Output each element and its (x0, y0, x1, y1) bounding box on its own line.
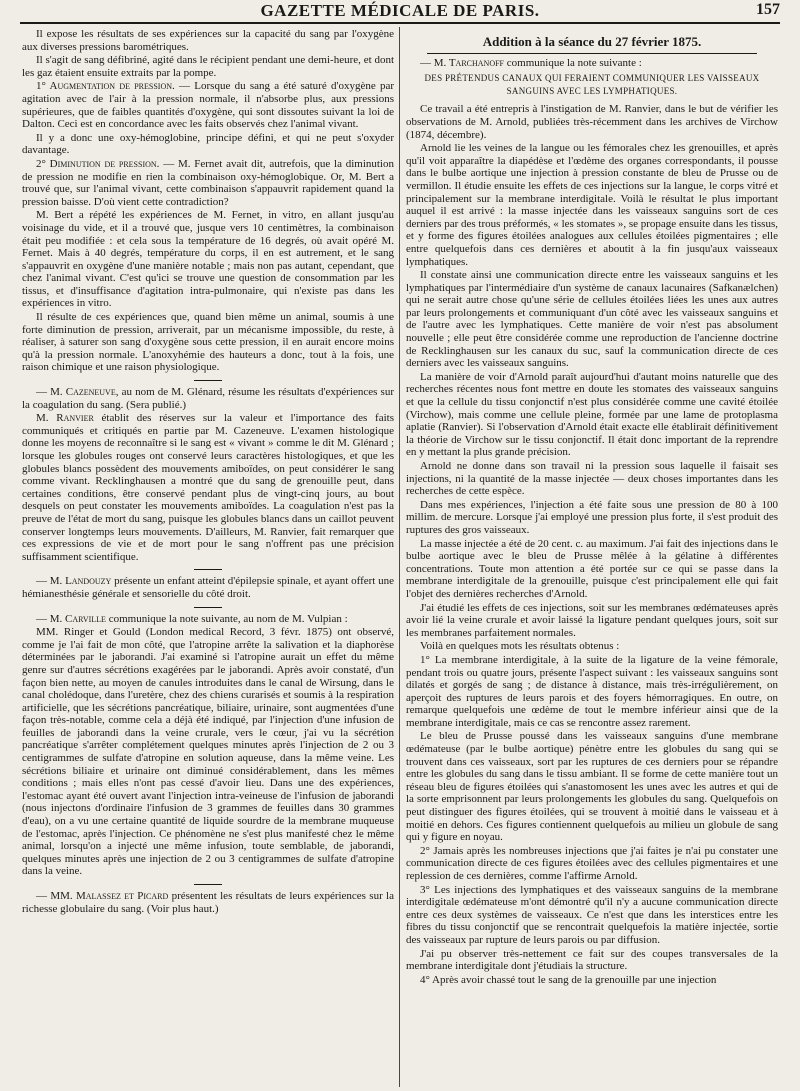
paragraph: Voilà en quelques mots les résultats obtenus : (420, 640, 620, 653)
paragraph-text: au nom de M. Glénard, résume les résultats d'expériences sur la coagulation du sang. (Sera publié.) (22, 386, 394, 411)
paragraph: 1° La membrane interdigitale, à la suite de la ligature de la veine fémorale, pendant trois ou quatre jours, présente l'aspect suivant : les vaisseaux sanguins sont dilatés et gorgés de sang ; de distance à distance, mais très-irrégulièrement, on aperçoit des ruptures de leurs parois et des foyers hémorragiques. En outre, on remarque quelquefois une œdème de tout le membre inférieur ainsi que de la membrane interdigitale, mais ce cas se rencontre assez rarement. (406, 653, 778, 729)
article-subtitle: DES PRÉTENDUS CANAUX QUI FERAIENT COMMUNIQUER LES VAISSEAUX SANGUINS AVEC LES LYMPHATIQUES. (424, 73, 760, 96)
paragraph-text: présente un enfant atteint d'épilepsie spinale, et ayant offert une hémianesthésie générale et sensorielle du côté droit. (22, 575, 394, 600)
paragraph: Il résulte de ces expériences que, quand bien même un animal, soumis à une forte diminution de pression, arriverait, par un mécanisme impossible, du reste, à réaliser, à saturer son sang d'oxygène sous cette pression, il en aurait encore moins qu'à la pression normale. L'anoxyhémie des hauteurs a donc, tout à la fois, une raison chimique et une raison physiologique. (22, 311, 394, 374)
speaker-name: — M. Landouzy (36, 575, 112, 588)
separator (194, 569, 222, 570)
speaker-name: M. Ranvier (36, 412, 94, 425)
column-divider (399, 27, 400, 1087)
paragraph-text: communique la note suivante : (504, 56, 642, 69)
section-heading: 2° Diminution de pression. (36, 157, 160, 170)
paragraph: Il s'agit de sang défibriné, agité dans le récipient pendant une demi-heure, et dont les gaz étaient ensuite extraits par la pompe. (22, 54, 394, 79)
paragraph: Le bleu de Prusse poussé dans les vaisseaux sanguins d'une membrane œdémateuse (par le bulbe aortique) pénètre entre les globules du sang qui se trouvent dans ces vaisseaux, sort par les ruptures de ces derniers pour se répandre entre les globules du sang dans le tissu ambiant. Il se forme de cette manière tout un réseau bleu de figures étoilées qui s'anastomosent les unes avec les autres et qui de la sorte emprisonnent par leurs prolongements les globules du sang. Quelquefois on peut distinguer des figures étoilées, qui se trouvent à moitié dans le vaisseau et à moitié en dehors. Ces figures contiennent quelquefois au milieu un globule de sang qui y figure en noyau. (406, 730, 778, 844)
paragraph (22, 890, 394, 915)
paragraph (22, 80, 394, 130)
speaker-name: — M. Carville (36, 612, 106, 625)
right-column (406, 28, 778, 1087)
paragraph (22, 386, 394, 411)
page-header (20, 0, 780, 24)
paragraph: Il expose les résultats de ses expériences sur la capacité du sang par l'oxygène aux diverses pressions barométriques. (22, 28, 394, 53)
separator (194, 380, 222, 381)
separator (194, 884, 222, 885)
paragraph: Dans mes expériences, l'injection a été faite sous une pression de 80 à 100 millim. de mercure. Lorsque j'ai employé une pression plus forte, il s'est produit des ruptures des gros vaisseaux. (406, 498, 778, 536)
paragraph: 2° Jamais après les nombreuses injections que j'ai faites je n'ai pu constater une communication directe de ces figures étoilées avec des cellules pigmentaires et une replession de ces dernières, comme l'affirme Arnold. (406, 844, 778, 882)
separator (194, 607, 222, 608)
paragraph: La masse injectée a été de 20 cent. c. au maximum. J'ai fait des injections dans le bulbe aortique avec le bleu de Prusse mêlée à la gélatine à différentes concentrations. Toute mon attention a été portée sur ce qui se passe dans la membrane interdigitale de la grenouille, puisque c'est principalement elle qui fait l'objet des dernières recherches d'Arnold. (406, 537, 778, 600)
paragraph: MM. Ringer et Gould (London medical Record, 3 févr. 1875) ont observé, comme je l'ai fait de mon côté, que l'atropine arrête la salivation et la diaphorèse déterminées par le jaborandi. J'ai examiné si l'atropine aurait un effet du même genre sur d'autres sécrétions exagérées par le jaborandi. Après avoir constaté, d'un façon bien nette, au moyen de canules introduites dans le canal de Wirsung, dans le canal cholédoque, dans l'uretère, chez des chiens curarisés et soumis à la respiration artificielle, que les sécrétions pancréatique, biliaire, urinaire, sont augmentées d'une façon très-notable, comme cela a déjà été indiqué, par l'injection d'une infusion de feuilles de jaborandi dans la veine crurale, vers le cœur, j'ai vu la sécrétion pancréatique s'arrêter complétement quelques minutes après l'injection de 2 ou 3 centigrammes de sulfate d'atropine en solution aqueuse, dans la même veine. Les sécrétions biliaire et urinaire ont diminué considérablement, dans les mêmes conditions ; mais elles n'ont pas cessé d'avoir lieu. Dans une des expériences, l'estomac ayant été ouvert avant l'injection intra-veineuse de l'infusion de jaborandi (nous injectons d'ordinaire l'infusion de 3 grammes de feuilles dans 30 grammes d'eau), on a vu une certaine quantité de liquide sourdre de la membrane muqueuse de l'estomac, après l'injection. Ce phénomène ne s'est plus manifesté chez le même animal, lorsqu'on a injecté une même infusion, toute semblable, de jaborandi, quelques minutes après une injection de 2 ou 3 centigrammes de sulfate d'atropine dans la veine. (22, 626, 394, 878)
journal-title: GAZETTE MÉDICALE DE PARIS. (260, 1, 540, 20)
paragraph (22, 158, 394, 208)
paragraph-text: établit des réserves sur la valeur et l'importance des faits communiqués et critiqués en partie par M. Cazeneuve. L'examen histologique donne les moyens de reconnaître si le sang est « vivant » comme le dit M. Glénard ; lorsque les globules rouges ont conservé leurs caractères histologiques, et que les globules blancs possèdent des mouvements amiboïdes, on peut considérer le sang comme vivant. Recklinghausen a montré que du sang de grenouille peut, dans certaines conditions, être conservé pendant plus de vingt-cinq jours, au bout desquels on peut constater les mouvements amiboïdes. La coagulation n'est pas la preuve de l'état de mort du sang, puisque les globules blancs dans un caillot peuvent conserver longtemps leurs mouvements. D'ailleurs, M. Ranvier, fait remarquer que ces expressions de vie et de mort pour le sang n'offrent pas une précision suffisamment scientifique. (22, 412, 394, 563)
paragraph: J'ai pu observer très-nettement ce fait sur des coupes transversales de la membrane interdigitale dont j'étudiais la structure. (406, 947, 778, 973)
paragraph: J'ai étudié les effets de ces injections, soit sur les membranes œdémateuses après avoir lié la veine crurale et avoir laissé la ligature pendant quelques jours, soit sur les membranes parfaitement normales. (406, 601, 778, 639)
paragraph: Ce travail a été entrepris à l'instigation de M. Ranvier, dans le but de vérifier les observations de M. Arnold, publiées très-récemment dans les archives de Virchow (1874, décembre). (406, 103, 778, 141)
paragraph: Il y a donc une oxy-hémoglobine, principe défini, et qui ne peut s'oxyder davantage. (22, 131, 394, 157)
paragraph-text: présentent les résultats de leurs expériences sur la richesse globulaire du sang. (Voir plus haut.) (22, 890, 394, 915)
section-heading: 1° Augmentation de pression. (36, 80, 175, 93)
addition-heading: Addition à la séance du 27 février 1875. (482, 34, 702, 49)
paragraph: Arnold ne donne dans son travail ni la pression sous laquelle il faisait ses injections, ni la quantité de la masse injectée — deux choses importantes dans les recherches de cette espèce. (406, 460, 778, 498)
paragraph-text: communique la note suivante, au nom de M. Vulpian : (105, 612, 348, 625)
left-column (22, 28, 394, 1087)
speaker-name: — MM. Malassez et Picard (36, 890, 169, 902)
page-number: 157 (756, 1, 780, 18)
speaker-name: — M. Cazeneuve, (36, 386, 119, 399)
paragraph (22, 575, 394, 600)
speaker-name: — M. Tarchanoff (420, 56, 505, 69)
paragraph (22, 613, 394, 626)
paragraph: La manière de voir d'Arnold paraît aujourd'hui d'autant moins naturelle que des recherches récentes nous font mettre en doute les stomates des vaisseaux sanguins et que la cellule du tissu conjonctif n'est plus considérée comme une cavité étoilée (Virchow), mais comme une cellule pleine, formée par une lame de protoplasma aplatie (Ranvier). Si l'observation d'Arnold était exacte elle établirait définitivement la théorie de Virchow sur le tissu conjonctif. Il était donc important de la reprendre en y mettant la plus grande précision. (406, 370, 778, 459)
paragraph: Il constate ainsi une communication directe entre les vaisseaux sanguins et les lymphatiques par l'intermédiaire d'un système de canaux lacunaires (Safkanælchen) qui ne serait autre chose qu'une série de cellules étoilées liées les unes aux autres par leurs prolongements et communiquant d'un côté avec les vaisseaux sanguins et de l'autre avec les lymphatiques. Cette manière de voir n'est pas absolument nouvelle ; elle peut être considérée comme une reproduction de l'ancienne doctrine de Recklinghausen sur les canaux du suc, sauf la communication directe de ces derniers avec les vaisseaux sanguins. (406, 269, 778, 370)
separator (427, 53, 757, 54)
paragraph: Arnold lie les veines de la langue ou les fémorales chez les grenouilles, et après qu'il voit apparaître la diapédèse et l'œdème des organes correspondants, il pousse dans le bulbe aortique une injection à pression constante de bleu de Prusse ou de vermillon. Il étudie ensuite les effets de ces injections sur la langue, le corps vitré et principalement sur la membrane interdigitale. Voilà le résultat le plus important auquel il est arrivé : la masse injectée dans les vaisseaux sanguins sort de ces derniers par des trous préformés, « les stomates », se propage ensuite dans les tissus, et y forme des figures étoilées analogues aux cellules étoilées pigmentaires ; elle entre quelquefois dans ces dernières et aboutit à la fin jusqu'aux vaisseaux lymphatiques. (406, 142, 778, 268)
paragraph: 4° Après avoir chassé tout le sang de la grenouille par une injection (420, 973, 717, 986)
paragraph: 3° Les injections des lymphatiques et des vaisseaux sanguins de la membrane interdigitale œdémateuse m'ont démontré qu'il n'y a aucune communication directe entre ces deux systèmes de vaisseaux. Ce n'est que dans les interstices entre les fibres du tissu conjonctif que se rencontrait quelquefois la matière injectée, sortie des vaisseaux par rupture de leurs parois ou par diffusion. (406, 883, 778, 946)
paragraph: M. Bert a répété les expériences de M. Fernet, in vitro, en allant jusqu'au voisinage du vide, et il a trouvé que, jusque vers 10 centimètres, la combinaison était peu modifiée : et cela sous la température de 16 degrés, où avait opéré M. Fernet. Mais à 40 degrés, température du corps, il en est autrement, et le sang s'appauvrit en oxygène d'une manière notable ; mais non pas autant, cependant, que chez l'animal vivant. C'est qu'ici se trouve une question de consommation par les tissus, et d'insuffisance d'agitation intra-pulmonaire, qui n'existe pas dans les expériences in vitro. (22, 209, 394, 310)
paragraph (22, 412, 394, 563)
paragraph-text: — M. Fernet avait dit, autrefois, que la diminution de pression ne modifie en rien la combinaison oxy-hémoglobique. Or, M. Bert a trouvé que, sur l'animal vivant, cette combinaison s'appauvrit rapidement quand la pression baisse. D'où vient cette contradiction? (22, 157, 394, 208)
paragraph (406, 57, 778, 70)
paragraph-text: — Lorsque du sang a été saturé d'oxygène par agitation avec de l'air à la pression normale, il n'absorbe plus, aux pressions supérieures, que de faibles quantités d'oxygène, qui sont dissoutes suivant la loi de Dalton. Ceci est en concordance avec les faits observés chez l'animal vivant. (22, 80, 394, 131)
